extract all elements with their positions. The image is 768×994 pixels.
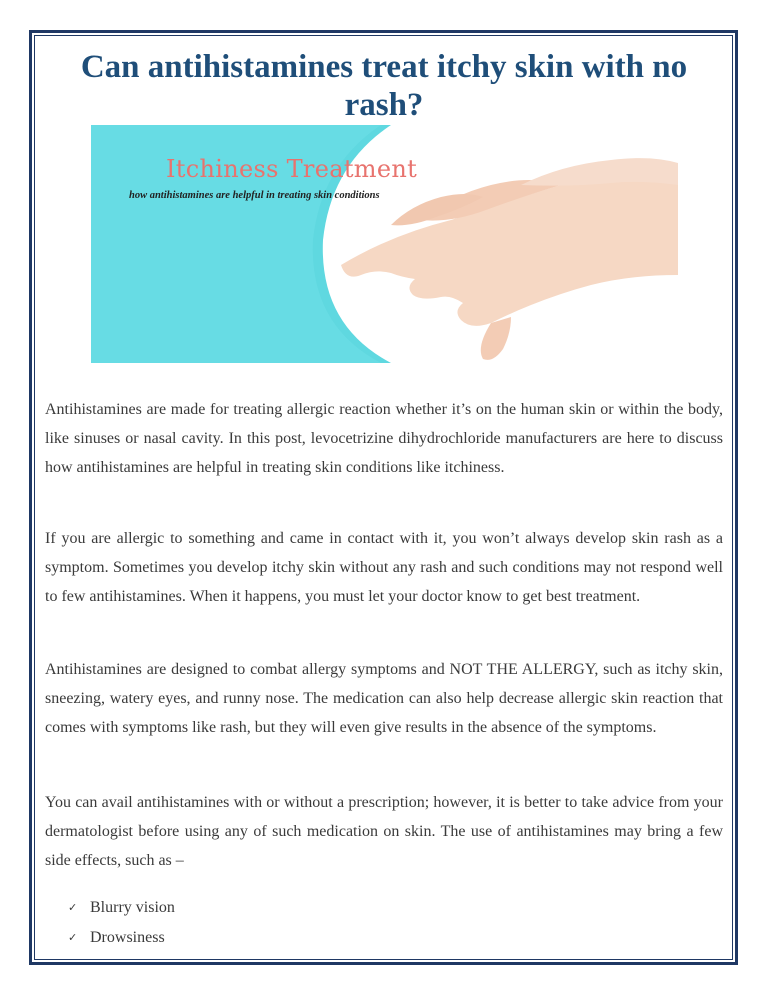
checkmark-icon: ✓ (68, 931, 78, 944)
list-item-label: Blurry vision (90, 899, 175, 916)
page-title: Can antihistamines treat itchy skin with no rash? (80, 49, 688, 123)
paragraph-2: If you are allergic to something and came in contact with it, you won’t always develop skin rash as a symptom. Sometimes you develop itchy skin without any rash and such conditions may not respond well to few antihistamines. When it happens, you must let your doctor know to get best treatment. (45, 530, 723, 605)
hero-image (91, 125, 678, 363)
side-effects-list (68, 893, 175, 953)
hero-heading: Itchiness Treatment (166, 155, 418, 183)
list-item (68, 893, 175, 923)
paragraph-4: You can avail antihistamines with or without a prescription; however, it is better to take advice from your dermatologist before using any of such medication on skin. The use of antihistamines may bring a few side effects, such as – (45, 794, 723, 869)
paragraph-1: Antihistamines are made for treating allergic reaction whether it’s on the human skin or within the body, like sinuses or nasal cavity. In this post, levocetrizine dihydrochloride manufacturers are here to discuss how antihistamines are helpful in treating skin conditions like itchiness. (45, 401, 723, 476)
checkmark-icon: ✓ (68, 901, 78, 914)
hero-subheading: how antihistamines are helpful in treating skin conditions (129, 190, 380, 201)
paragraph-3: Antihistamines are designed to combat allergy symptoms and NOT THE ALLERGY, such as itchy skin, sneezing, watery eyes, and runny nose. The medication can also help decrease allergic skin reaction that comes with symptoms like rash, but they will even give results in the absence of the symptoms. (45, 661, 723, 736)
list-item-label: Drowsiness (90, 929, 165, 946)
list-item (68, 923, 175, 953)
